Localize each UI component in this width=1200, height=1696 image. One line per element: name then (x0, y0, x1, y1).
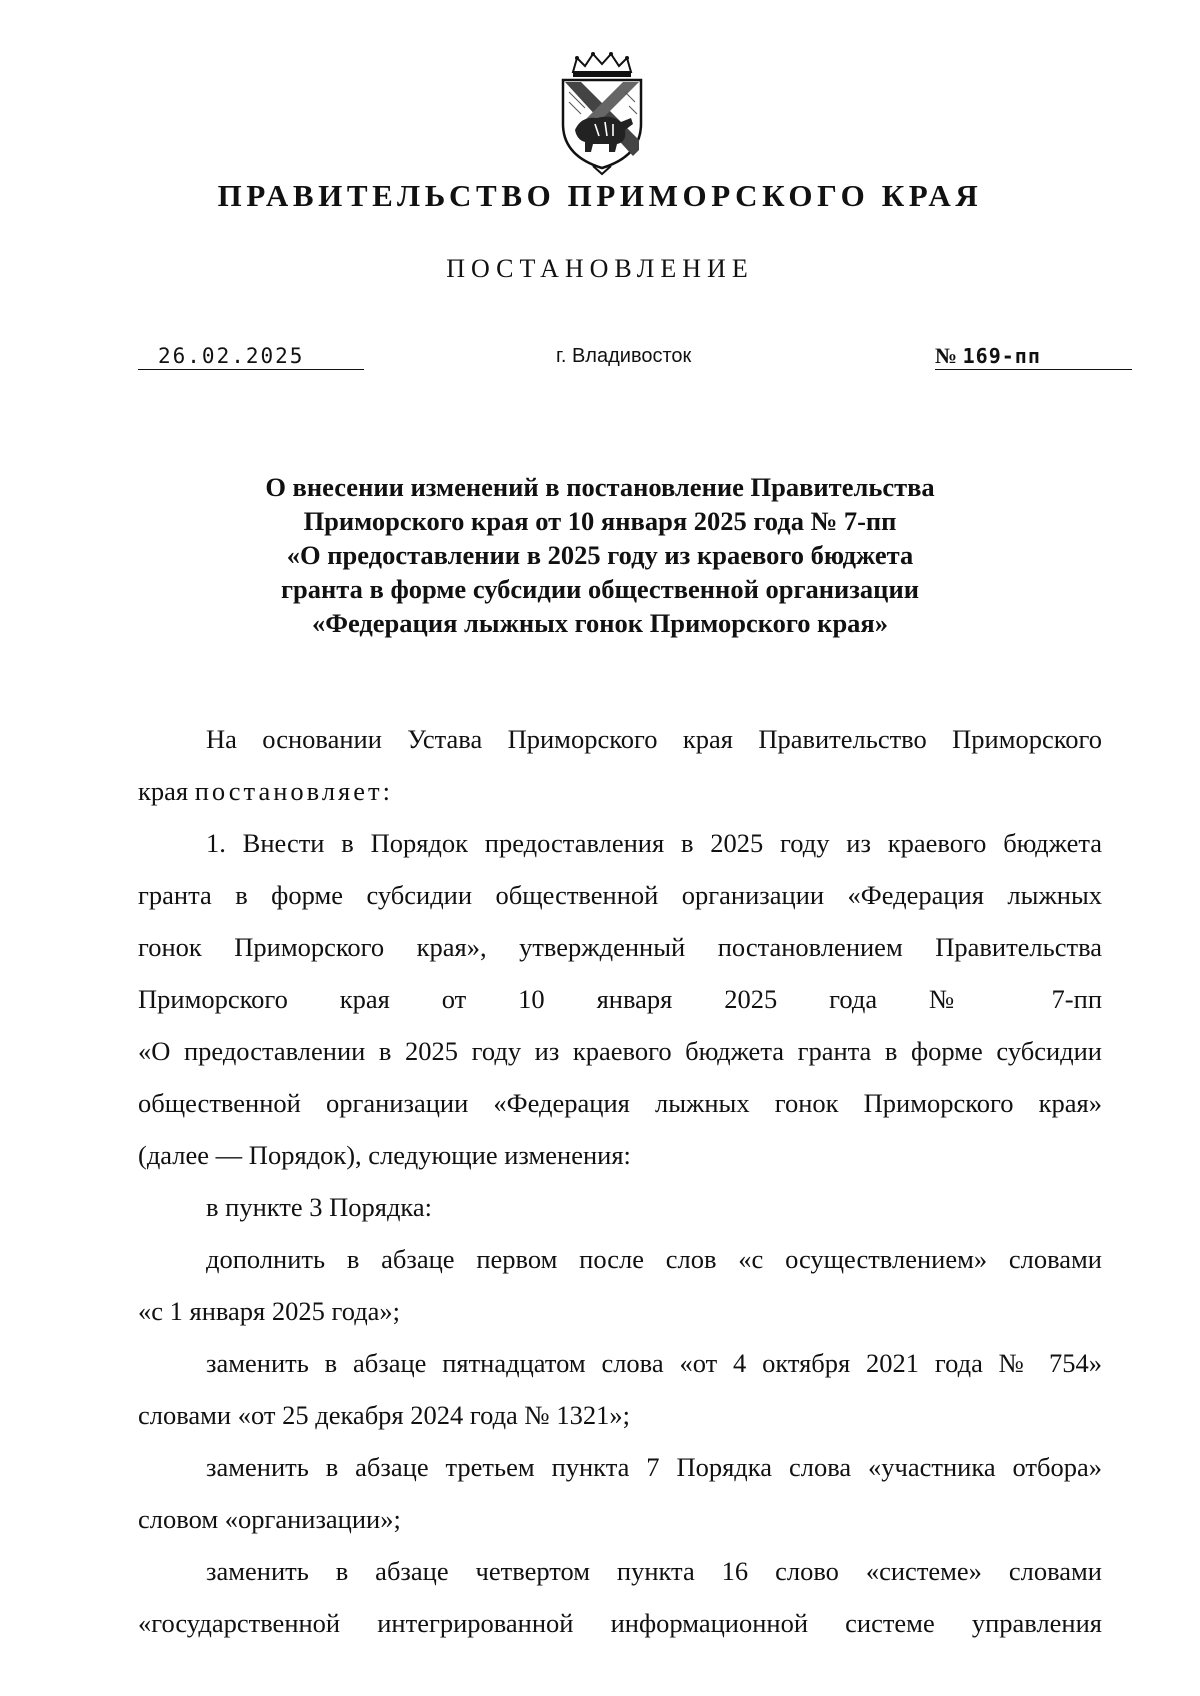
body-line: в пункте 3 Порядка: (206, 1192, 433, 1222)
document-body (138, 713, 1102, 1649)
heading-line: «О предоставлении в 2025 году из краевого бюджета (286, 540, 914, 570)
body-line: гранта в форме субсидии общественной организации «Федерация лыжных (138, 880, 1102, 910)
body-line: дополнить в абзаце первом после слов «с осуществлением» словами (206, 1244, 1102, 1274)
heading-line: Приморского края от 10 января 2025 года № 7-пп (303, 506, 897, 536)
number-sign: № (935, 343, 958, 368)
heading-line: гранта в форме субсидии общественной организации (281, 574, 919, 604)
body-line: «с 1 января 2025 года»; (138, 1296, 401, 1326)
body-line: заменить в абзаце четвертом пункта 16 слово «системе» словами (206, 1556, 1102, 1586)
body-line: словом «организации»; (138, 1504, 401, 1534)
body-line: общественной организации «Федерация лыжных гонок Приморского края» (138, 1088, 1102, 1118)
body-line: (далее — Порядок), следующие изменения: (138, 1140, 631, 1170)
body-line (138, 765, 1102, 817)
body-line: «О предоставлении в 2025 году из краевого бюджета гранта в форме субсидии (138, 1036, 1102, 1066)
document-number (935, 343, 1132, 370)
organization-title: ПРАВИТЕЛЬСТВО ПРИМОРСКОГО КРАЯ (217, 178, 983, 213)
heading-line: «Федерация лыжных гонок Приморского края» (311, 608, 889, 638)
body-text-fragment: края (138, 776, 195, 806)
number-value: 169-пп (962, 344, 1041, 368)
body-line: гонок Приморского края», утвержденный постановлением Правительства (138, 932, 1102, 962)
body-line: Приморского края от 10 января 2025 года № 7-пп (138, 984, 1102, 1014)
primorsky-krai-coat-of-arms-icon (555, 52, 649, 176)
heading-line: О внесении изменений в постановление Правительства (265, 472, 935, 502)
document-date: 26.02.2025 (138, 343, 364, 370)
document-type: ПОСТАНОВЛЕНИЕ (446, 254, 754, 283)
body-line: 1. Внести в Порядок предоставления в 2025 году из краевого бюджета (206, 828, 1102, 858)
body-line: словами «от 25 декабря 2024 года № 1321»; (138, 1400, 630, 1430)
body-line: «государственной интегрированной информационной системе управления (138, 1608, 1102, 1638)
body-line: На основании Устава Приморского края Правительство Приморского (206, 724, 1102, 754)
body-line: заменить в абзаце пятнадцатом слова «от 4 октября 2021 года № 754» (206, 1348, 1102, 1378)
body-line: заменить в абзаце третьем пункта 7 Порядка слова «участника отбора» (206, 1452, 1102, 1482)
decree-verb: постановляет: (194, 776, 393, 806)
document-city: г. Владивосток (556, 345, 692, 367)
document-heading (0, 470, 1200, 640)
